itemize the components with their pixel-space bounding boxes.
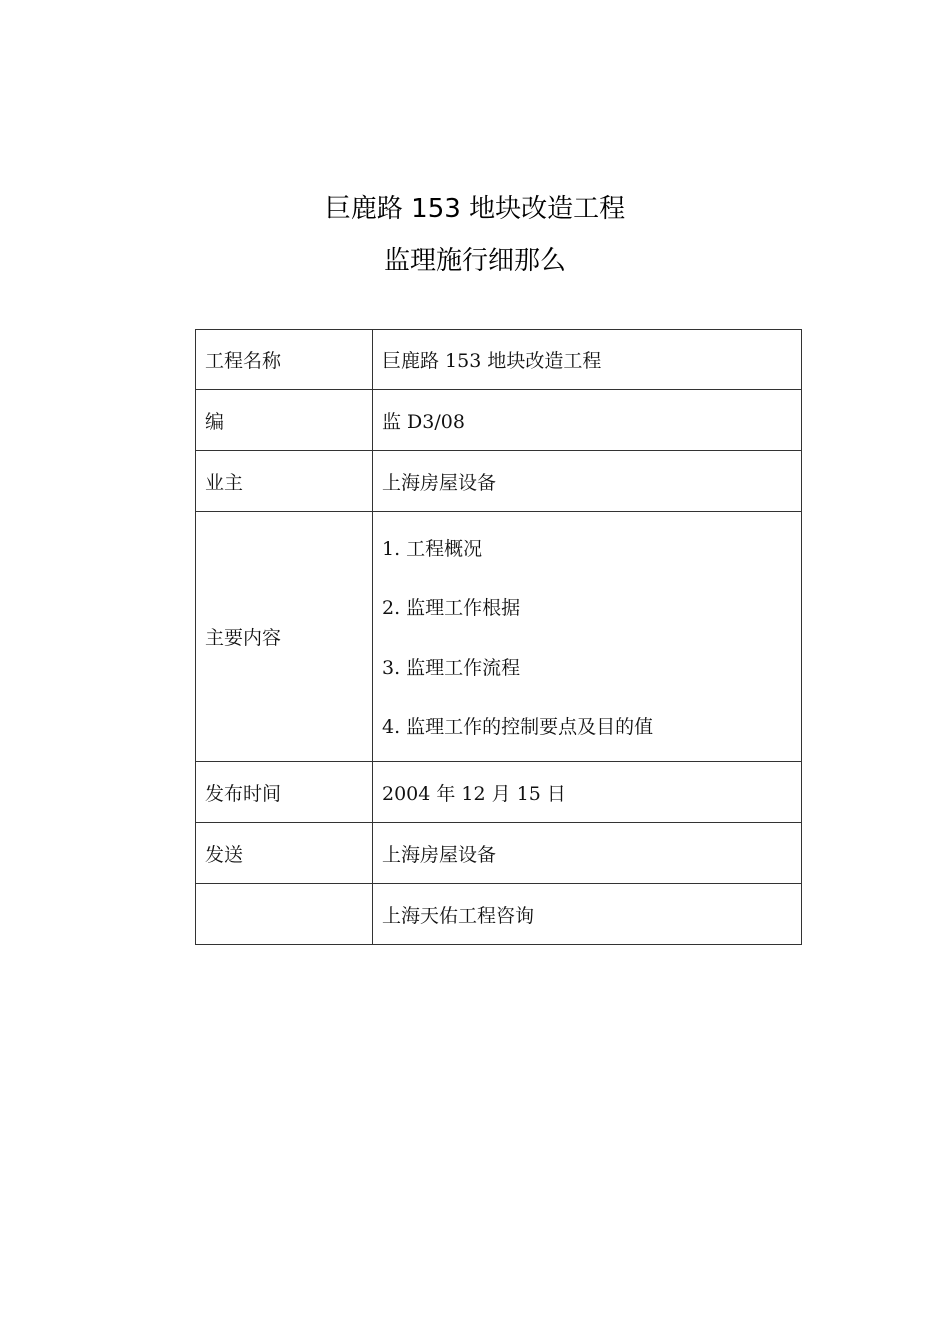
- list-item: 3. 监理工作流程: [382, 656, 521, 679]
- info-table: [195, 329, 802, 945]
- table-row-project-name: [196, 330, 802, 390]
- row-value: 上海房屋设备: [373, 823, 802, 884]
- row-value: 巨鹿路 153 地块改造工程: [373, 330, 802, 390]
- row-label: [196, 884, 373, 945]
- row-label: 编: [196, 390, 373, 451]
- table-row-main-content: [196, 512, 802, 762]
- list-item: 2. 监理工作根据: [382, 597, 521, 620]
- list-item: 4. 监理工作的控制要点及目的值: [382, 715, 654, 738]
- row-value: 上海天佑工程咨询: [373, 884, 802, 945]
- row-label: 发布时间: [196, 762, 373, 823]
- table-row-publish-date: [196, 762, 802, 823]
- row-label: 发送: [196, 823, 373, 884]
- table-row-owner: [196, 451, 802, 512]
- table-row-code: [196, 390, 802, 451]
- row-value: 监 D3/08: [373, 390, 802, 451]
- row-label: 工程名称: [196, 330, 373, 390]
- row-value: 2004 年 12 月 15 日: [373, 762, 802, 823]
- table-row-send-to: [196, 823, 802, 884]
- table-row-issuer: [196, 884, 802, 945]
- document-subtitle: 监理施行细那么: [383, 246, 566, 276]
- row-label: 主要内容: [196, 512, 373, 762]
- document-title: 巨鹿路 153 地块改造工程: [324, 194, 626, 224]
- list-item: 1. 工程概况: [382, 538, 483, 561]
- row-value: 上海房屋设备: [373, 451, 802, 512]
- content-list: [382, 512, 801, 761]
- row-value: [373, 512, 802, 762]
- row-label: 业主: [196, 451, 373, 512]
